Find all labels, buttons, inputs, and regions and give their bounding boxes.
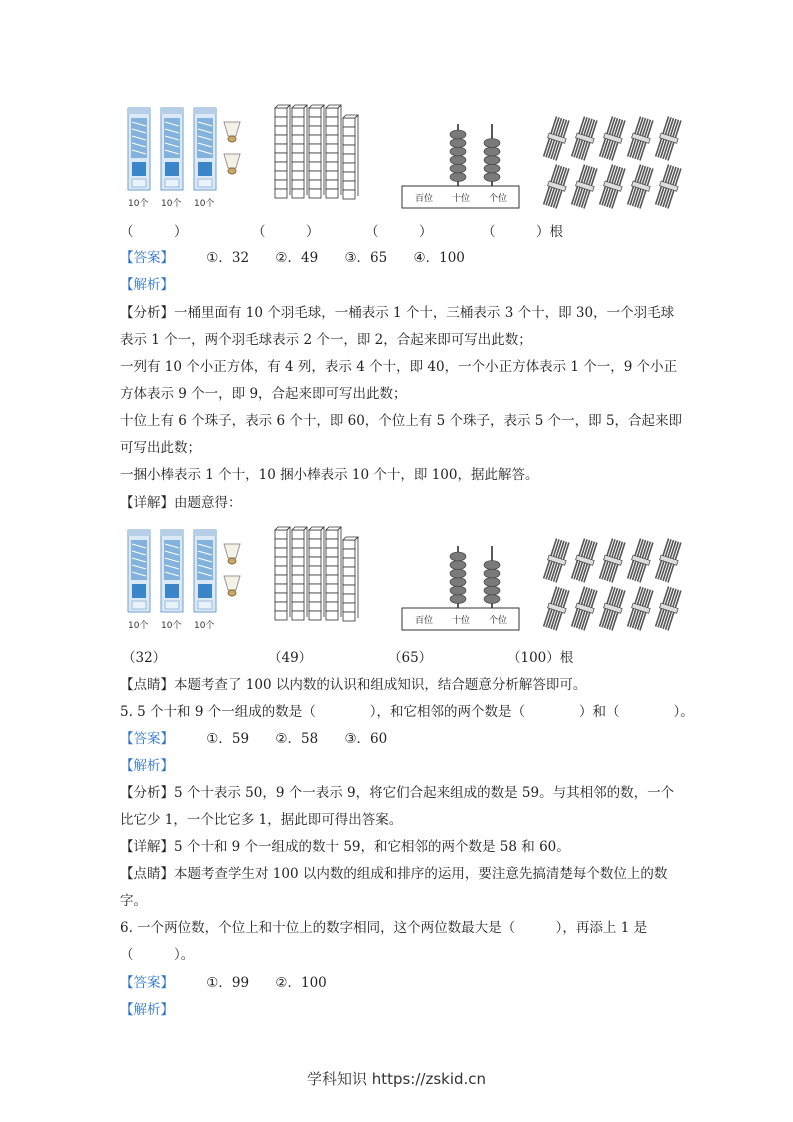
xiangjie-text: 5 个十和 9 个一组成的数十 59，和它相邻的两个数是 58 和 60。 bbox=[174, 839, 570, 855]
abacus bbox=[402, 546, 519, 630]
figure-row-top bbox=[120, 100, 690, 210]
figure-row-bottom bbox=[120, 522, 690, 632]
answer-2: ②．49 bbox=[275, 250, 319, 266]
abacus-place-label: 十位 bbox=[452, 616, 471, 626]
filled-4: （100）根 bbox=[507, 650, 574, 666]
abacus-place-label: 个位 bbox=[489, 194, 508, 204]
stick-bundle bbox=[542, 586, 572, 632]
abacus-bead bbox=[450, 147, 466, 156]
abacus-bead bbox=[450, 569, 466, 578]
answer-tag: 【答案】 bbox=[120, 975, 174, 991]
shuttlecock bbox=[224, 122, 240, 142]
abacus-bead bbox=[450, 552, 466, 561]
blank-1: （ ） bbox=[120, 224, 188, 240]
abacus-bead bbox=[484, 569, 500, 578]
dianjing-tag: 【点睛】 bbox=[120, 677, 174, 693]
stick-bundle bbox=[654, 586, 684, 632]
abacus-bead bbox=[484, 586, 500, 595]
answer-tag: 【答案】 bbox=[120, 250, 174, 266]
cube-column bbox=[309, 105, 324, 198]
answer-2: ②．100 bbox=[275, 975, 327, 991]
abacus-bead bbox=[450, 139, 466, 148]
abacus-bead bbox=[450, 164, 466, 173]
xiangjie-tag: 【详解】 bbox=[120, 839, 174, 855]
abacus-bead bbox=[450, 156, 466, 165]
abacus-place-label: 百位 bbox=[415, 616, 434, 626]
abacus-bead bbox=[484, 578, 500, 587]
shuttlecock-tube bbox=[194, 108, 216, 209]
q6-answer-line bbox=[120, 973, 327, 993]
cube-column bbox=[343, 537, 358, 621]
blank-3: （ ） bbox=[365, 224, 433, 240]
abacus-bead bbox=[484, 147, 500, 156]
blank-row bbox=[120, 220, 690, 240]
cube-column bbox=[326, 105, 341, 198]
cube-column bbox=[275, 527, 290, 620]
abacus-bead bbox=[450, 561, 466, 570]
q4-fenxi-line-3: 一列有 10 个小正方体，有 4 列，表示 4 个十，即 40，一个小正方体表示 1 个一，9 个小正 bbox=[120, 359, 678, 375]
abacus-place-label: 百位 bbox=[415, 194, 434, 204]
dianjing-tag: 【点睛】 bbox=[120, 866, 174, 882]
shuttlecock bbox=[224, 544, 240, 564]
tube-label: 10个 bbox=[194, 621, 215, 631]
answer-3: ③．65 bbox=[344, 250, 388, 266]
abacus-bead bbox=[484, 156, 500, 165]
cube-column bbox=[292, 105, 307, 198]
fenxi-text: 一桶里面有 10 个羽毛球，一桶表示 1 个十，三桶表示 3 个十，即 30，一个羽毛球 bbox=[174, 305, 675, 321]
xiangjie-text: 由题意得： bbox=[174, 495, 242, 511]
q4-analysis-tag: 【解析】 bbox=[120, 277, 174, 293]
cube-column bbox=[326, 527, 341, 620]
unit-cubes bbox=[275, 105, 358, 199]
tube-label: 10个 bbox=[128, 621, 149, 631]
shuttlecock-tube bbox=[128, 530, 150, 631]
q4-fenxi-line-1 bbox=[120, 303, 674, 323]
shuttlecocks bbox=[224, 122, 240, 174]
answer-1: ①．32 bbox=[206, 250, 250, 266]
answer-3: ③．60 bbox=[344, 731, 388, 747]
figure-illustrations bbox=[120, 522, 690, 632]
stick-bundle bbox=[542, 116, 572, 162]
shuttlecock-tube bbox=[161, 530, 183, 631]
shuttlecock-tube bbox=[128, 108, 150, 209]
stick-bundle bbox=[570, 586, 600, 632]
fenxi-tag: 【分析】 bbox=[120, 305, 174, 321]
xiangjie-tag: 【详解】 bbox=[120, 495, 174, 511]
shuttlecock bbox=[224, 154, 240, 174]
abacus-bead bbox=[484, 561, 500, 570]
abacus-bead bbox=[450, 578, 466, 587]
q5-xiangjie-line bbox=[120, 837, 570, 857]
stick-bundle bbox=[570, 538, 600, 584]
fenxi-tag: 【分析】 bbox=[120, 785, 174, 801]
stick-bundle bbox=[654, 538, 684, 584]
filled-2: （49） bbox=[268, 650, 313, 666]
unit-cubes bbox=[275, 527, 358, 621]
stick-bundle bbox=[598, 586, 628, 632]
cube-column bbox=[343, 115, 358, 199]
stick-bundle bbox=[626, 586, 656, 632]
stick-bundle bbox=[626, 116, 656, 162]
q5-dianjing-line-1 bbox=[120, 864, 667, 884]
tube-label: 10个 bbox=[161, 199, 182, 209]
abacus-bead bbox=[484, 139, 500, 148]
q4-answer-line bbox=[120, 248, 465, 268]
abacus-bead bbox=[450, 595, 466, 604]
q5-analysis-tag: 【解析】 bbox=[120, 758, 174, 774]
q5-question: 5. 5 个十和 9 个一组成的数是（ ），和它相邻的两个数是（ ）和（ ）。 bbox=[120, 704, 694, 720]
stick-bundle bbox=[654, 116, 684, 162]
stick-bundle bbox=[626, 164, 656, 210]
q5-dianjing-line-2: 字。 bbox=[120, 893, 147, 909]
cube-column bbox=[309, 527, 324, 620]
shuttlecocks bbox=[224, 544, 240, 596]
stick-bundle bbox=[654, 164, 684, 210]
fenxi-text: 5 个十表示 50，9 个一表示 9，将它们合起来组成的数是 59。与其相邻的数，一个 bbox=[174, 785, 675, 801]
answer-1: ①．59 bbox=[206, 731, 250, 747]
shuttlecock-tube bbox=[194, 530, 216, 631]
q4-fenxi-line-7: 一捆小棒表示 1 个十，10 捆小棒表示 10 个十，即 100，据此解答。 bbox=[120, 467, 539, 483]
stick-bundle bbox=[570, 116, 600, 162]
q5-fenxi-line-2: 比它少 1，一个比它多 1，据此即可得出答案。 bbox=[120, 812, 403, 828]
q5-answer-line bbox=[120, 729, 387, 749]
q4-xiangjie-line bbox=[120, 493, 242, 513]
abacus-bead bbox=[484, 164, 500, 173]
answer-tag: 【答案】 bbox=[120, 731, 174, 747]
q6-question-line-2: （ ）。 bbox=[120, 947, 195, 963]
stick-bundle bbox=[598, 116, 628, 162]
cube-column bbox=[292, 527, 307, 620]
cube-column bbox=[275, 105, 290, 198]
shuttlecock-tube bbox=[161, 108, 183, 209]
abacus-bead bbox=[484, 595, 500, 604]
blank-2: （ ） bbox=[252, 224, 320, 240]
abacus-bead bbox=[450, 130, 466, 139]
figure-illustrations bbox=[120, 100, 690, 210]
q4-fenxi-line-2: 表示 1 个一，两个羽毛球表示 2 个一，即 2，合起来即可写出此数； bbox=[120, 332, 532, 348]
abacus-bead bbox=[484, 173, 500, 182]
shuttlecock bbox=[224, 576, 240, 596]
q4-fenxi-line-6: 可写出此数； bbox=[120, 440, 201, 456]
abacus-place-label: 十位 bbox=[452, 194, 471, 204]
shuttlecock-tubes bbox=[128, 530, 216, 631]
blank-4: （ ）根 bbox=[482, 224, 563, 240]
answer-4: ④．100 bbox=[413, 250, 465, 266]
filled-3: （65） bbox=[388, 650, 433, 666]
q4-fenxi-line-5: 十位上有 6 个珠子，表示 6 个十，即 60，个位上有 5 个珠子，表示 5 个一，即 5，合起来即 bbox=[120, 413, 683, 429]
abacus bbox=[402, 124, 519, 208]
dianjing-text: 本题考查了 100 以内数的认识和组成知识，结合题意分析解答即可。 bbox=[174, 677, 587, 693]
stick-bundles bbox=[542, 538, 684, 632]
stick-bundle bbox=[570, 164, 600, 210]
q4-dianjing-line bbox=[120, 675, 586, 695]
stick-bundle bbox=[626, 538, 656, 584]
q6-analysis-tag: 【解析】 bbox=[120, 1002, 174, 1018]
stick-bundles bbox=[542, 116, 684, 210]
answer-2: ②．58 bbox=[275, 731, 319, 747]
abacus-bead bbox=[450, 586, 466, 595]
tube-label: 10个 bbox=[128, 199, 149, 209]
q4-fenxi-line-4: 方体表示 9 个一，即 9，合起来即可写出此数； bbox=[120, 386, 407, 402]
filled-row bbox=[120, 646, 690, 666]
dianjing-text: 本题考查学生对 100 以内数的组成和排序的运用，要注意先搞清楚每个数位上的数 bbox=[174, 866, 668, 882]
stick-bundle bbox=[542, 164, 572, 210]
abacus-bead bbox=[450, 173, 466, 182]
tube-label: 10个 bbox=[194, 199, 215, 209]
stick-bundle bbox=[598, 164, 628, 210]
stick-bundle bbox=[542, 538, 572, 584]
shuttlecock-tubes bbox=[128, 108, 216, 209]
filled-1: （32） bbox=[122, 650, 167, 666]
q5-fenxi-line-1 bbox=[120, 783, 674, 803]
q6-question-line-1: 6. 一个两位数，个位上和十位上的数字相同，这个两位数最大是（ ），再添上 1 是 bbox=[120, 920, 648, 936]
stick-bundle bbox=[598, 538, 628, 584]
tube-label: 10个 bbox=[161, 621, 182, 631]
answer-1: ①．99 bbox=[206, 975, 250, 991]
abacus-place-label: 个位 bbox=[489, 616, 508, 626]
footer-watermark: 学科知识 https://zskid.cn bbox=[306, 1070, 487, 1088]
